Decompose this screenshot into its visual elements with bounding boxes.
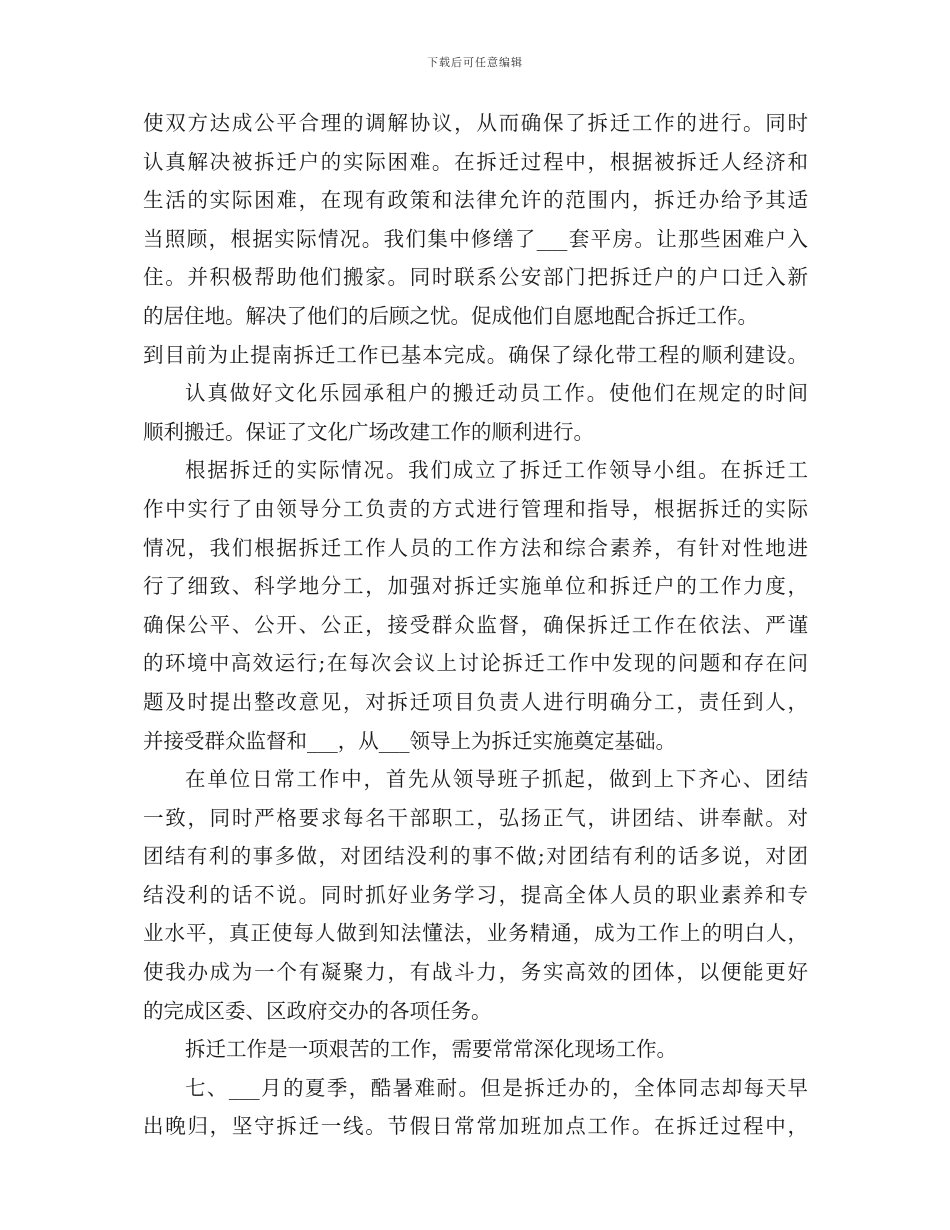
paragraph-1 xyxy=(143,104,808,374)
text-line: 到目前为止提南拆迁工作已基本完成。确保了绿化带工程的顺利建设。 xyxy=(143,342,808,367)
text-line: 团结有利的事多做，对团结没利的事不做;对团结有利的话多说，对团 xyxy=(143,844,808,869)
text-line: 生活的实际困难，在现有政策和法律允许的范围内，拆迁办给予其适 xyxy=(143,188,808,213)
text-line: 出晚归，坚守拆迁一线。节假日常常加班加点工作。在拆迁过程中， xyxy=(143,1114,808,1139)
text-line: 并接受群众监督和___，从___领导上为拆迁实施奠定基础。 xyxy=(143,728,676,753)
text-line: 题及时提出整改意见，对拆迁项目负责人进行明确分工，责任到人， xyxy=(143,689,808,714)
text-line: 情况，我们根据拆迁工作人员的工作方法和综合素养，有针对性地进 xyxy=(143,535,808,560)
text-line: 的完成区委、区政府交办的各项任务。 xyxy=(143,998,492,1023)
text-line: 业水平，真正使每人做到知法懂法，业务精通，成为工作上的明白人， xyxy=(143,921,808,946)
text-line: 的环境中高效运行;在每次会议上讨论拆迁工作中发现的问题和存在问 xyxy=(143,651,808,676)
text-line: 根据拆迁的实际情况。我们成立了拆迁工作领导小组。在拆迁工 xyxy=(185,458,808,483)
paragraph-2 xyxy=(143,374,808,451)
text-line: 认真做好文化乐园承租户的搬迁动员工作。使他们在规定的时间 xyxy=(185,381,808,406)
text-line: 的居住地。解决了他们的后顾之忧。促成他们自愿地配合拆迁工作。 xyxy=(143,303,758,328)
text-line: 认真解决被拆迁户的实际困难。在拆迁过程中，根据被拆迁人经济和 xyxy=(143,149,808,174)
text-line: 在单位日常工作中，首先从领导班子抓起，做到上下齐心、团结 xyxy=(185,767,808,792)
paragraph-4 xyxy=(143,760,808,1030)
text-line: 一致，同时严格要求每名干部职工，弘扬正气，讲团结、讲奉献。对 xyxy=(143,805,808,830)
document-body xyxy=(143,104,808,1146)
page-header: 下载后可任意编辑 xyxy=(427,56,523,69)
text-line: 住。并积极帮助他们搬家。同时联系公安部门把拆迁户的户口迁入新 xyxy=(143,265,808,290)
text-line: 拆迁工作是一项艰苦的工作，需要常常深化现场工作。 xyxy=(185,1037,677,1062)
text-line: 确保公平、公开、公正，接受群众监督，确保拆迁工作在依法、严谨 xyxy=(143,612,808,637)
text-line: 使双方达成公平合理的调解协议，从而确保了拆迁工作的进行。同时 xyxy=(143,111,808,135)
text-line: 结没利的话不说。同时抓好业务学习，提高全体人员的职业素养和专 xyxy=(143,882,808,907)
paragraph-3 xyxy=(143,451,808,760)
text-line: 七、___月的夏季，酷暑难耐。但是拆迁办的，全体同志却每天早 xyxy=(185,1075,808,1100)
text-line: 当照顾，根据实际情况。我们集中修缮了___套平房。让那些困难户入 xyxy=(143,226,808,251)
text-line: 行了细致、科学地分工，加强对拆迁实施单位和拆迁户的工作力度， xyxy=(143,574,808,599)
text-line: 顺利搬迁。保证了文化广场改建工作的顺利进行。 xyxy=(143,419,594,444)
paragraph-6 xyxy=(143,1069,808,1146)
text-line: 使我办成为一个有凝聚力，有战斗力，务实高效的团体，以便能更好 xyxy=(143,960,808,985)
text-line: 作中实行了由领导分工负责的方式进行管理和指导，根据拆迁的实际 xyxy=(143,496,808,521)
paragraph-5 xyxy=(143,1030,808,1069)
